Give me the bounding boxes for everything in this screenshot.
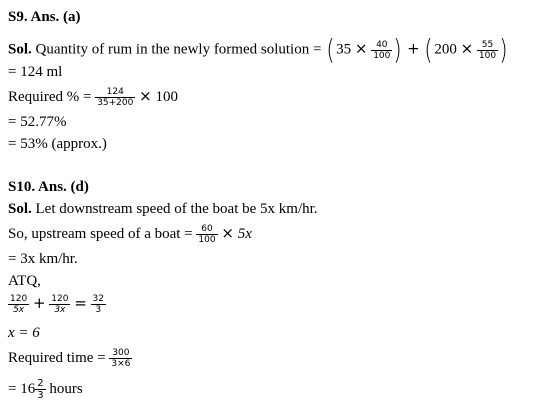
- s10-sol-line: [8, 200, 318, 218]
- s10-atq: ATQ,: [8, 273, 41, 289]
- s10-eq-b-num: 120: [51, 294, 69, 305]
- s9-open-paren-1: (: [326, 33, 335, 66]
- s9-t2-fraction: [477, 40, 498, 61]
- s10-up-num: 60: [196, 224, 217, 235]
- s10-up-fraction: [196, 224, 217, 245]
- s9-times-1: ×: [354, 39, 368, 58]
- s10-ans-fraction: [35, 378, 45, 401]
- s10-eq-c-num: 32: [92, 294, 104, 305]
- s9-sol-label: Sol.: [8, 41, 32, 58]
- s9-open-paren-2: (: [424, 33, 433, 66]
- s10-up-mult: 5x: [237, 226, 252, 242]
- s9-required-line: [8, 87, 178, 108]
- s10-sol-text: Let downstream speed of the boat be 5x km/hr.: [35, 201, 318, 217]
- s9-times-2: ×: [460, 39, 474, 58]
- s10-up-text: So, upstream speed of a boat =: [8, 226, 193, 242]
- s10-ans-unit: hours: [49, 380, 83, 397]
- s10-equation: [8, 294, 106, 315]
- s10-eq-a-num: 120: [10, 294, 28, 305]
- s9-t2-whole: 200: [434, 41, 457, 58]
- s10-ans-num: 2: [37, 378, 44, 389]
- s10-time-fraction: [109, 348, 132, 369]
- s9-percent: = 52.77%: [8, 114, 67, 130]
- s9-sol-line: [8, 33, 509, 66]
- s10-eq-b: [49, 294, 70, 315]
- s9-req-label: Required % =: [8, 89, 92, 105]
- s9-t1-fraction: [371, 40, 392, 61]
- s10-upstream-line: [8, 224, 252, 245]
- s9-t2-num: 55: [477, 40, 498, 51]
- s9-heading: S9. Ans. (a): [8, 9, 81, 25]
- s10-eq-plus: +: [32, 294, 46, 312]
- s9-req-den: 35+200: [97, 98, 134, 109]
- s10-up-result: = 3x km/hr.: [8, 251, 78, 267]
- s10-up-den: 100: [198, 235, 216, 246]
- s10-eq-c: [91, 294, 106, 315]
- s10-eq-c-den: 3: [95, 305, 102, 316]
- s10-time-line: [8, 348, 132, 369]
- s10-time-den: 3×6: [111, 359, 131, 369]
- s10-eq-equals: =: [74, 294, 87, 312]
- s9-t1-whole: 35: [336, 41, 352, 58]
- s9-req-times: ×: [139, 87, 152, 105]
- s9-close-paren-2: ): [499, 33, 508, 66]
- s9-result: = 124 ml: [8, 64, 63, 80]
- s9-req-mult: 100: [155, 89, 178, 105]
- s10-x-value: x = 6: [8, 325, 40, 341]
- s9-req-num: 124: [95, 87, 135, 98]
- s10-answer-line: [8, 378, 83, 401]
- s9-plus: +: [407, 39, 420, 58]
- s10-sol-label: Sol.: [8, 201, 32, 217]
- s10-time-label: Required time =: [8, 349, 106, 366]
- s10-ans-prefix: = 16: [8, 380, 36, 397]
- s9-req-fraction: [95, 87, 135, 108]
- s10-ans-den: 3: [37, 390, 44, 401]
- s10-heading: S10. Ans. (d): [8, 179, 89, 195]
- s9-t1-den: 100: [373, 50, 391, 61]
- s10-eq-a: [8, 294, 29, 315]
- s9-t1-num: 40: [371, 40, 392, 51]
- s9-approx: = 53% (approx.): [8, 136, 107, 152]
- s10-up-times: ×: [221, 224, 234, 242]
- s10-eq-a-den: 5x: [13, 305, 25, 316]
- s9-t2-den: 100: [478, 50, 497, 61]
- s9-sol-text: Quantity of rum in the newly formed solution =: [35, 41, 322, 58]
- s9-close-paren-1: ): [393, 33, 402, 66]
- s10-eq-b-den: 3x: [54, 305, 66, 316]
- s10-time-num: 300: [109, 348, 132, 359]
